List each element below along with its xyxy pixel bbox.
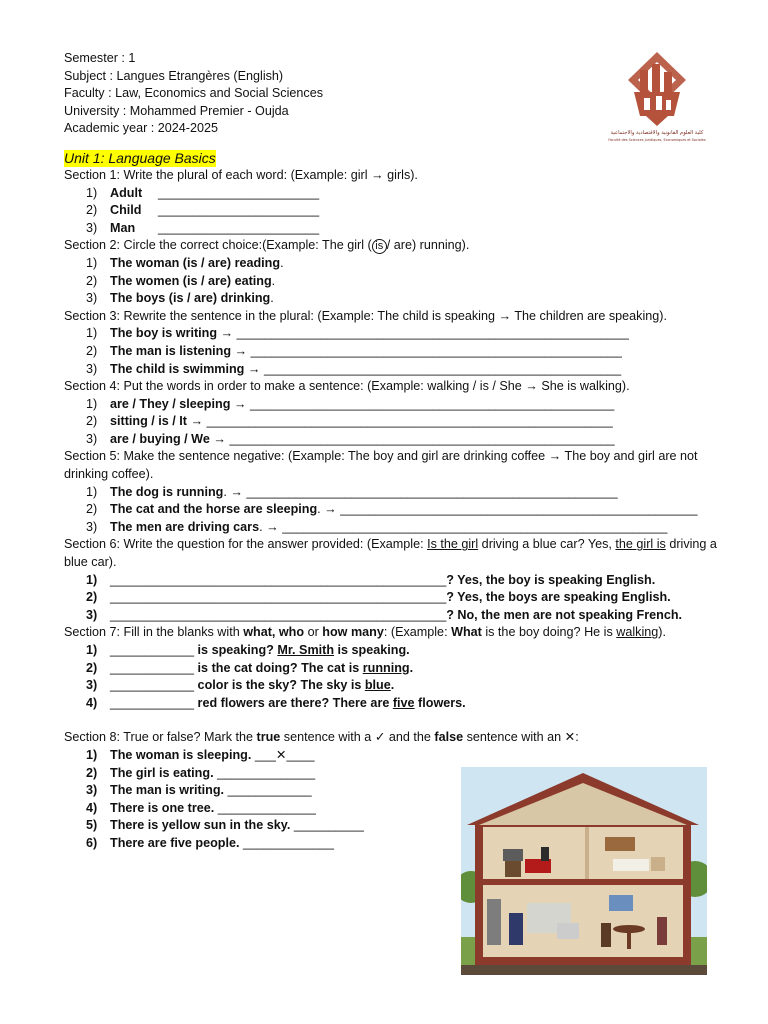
section-2-item (64, 273, 724, 291)
item-arrow: . → (223, 484, 243, 499)
instruction-text: ). (658, 625, 666, 640)
instruction-text: and the (385, 730, 435, 745)
item-text: color is the sky? The sky is (194, 678, 365, 693)
answer-blank[interactable]: __________________________________________________________ (206, 414, 613, 429)
section-3-item (64, 325, 724, 343)
underlined-answer: running (362, 660, 410, 675)
keyword: true (256, 730, 281, 745)
section-8-item (64, 747, 724, 765)
item-number: 2) (86, 765, 98, 780)
answer-blank[interactable]: ____________ (110, 643, 195, 657)
section-4-item (64, 413, 724, 431)
item-number: 3) (86, 220, 98, 235)
section-2-item (64, 255, 724, 273)
item-number: 3) (86, 783, 98, 798)
underlined-example: walking (616, 625, 659, 640)
instruction-text: Section 2: Circle the correct choice:(Example: The girl ( (64, 238, 372, 253)
answer-blank[interactable]: ____________ (110, 678, 195, 693)
answer-blank[interactable]: ____________________________________________________ (249, 396, 615, 411)
item-number: 1) (86, 643, 98, 657)
answer-blank[interactable]: ____________ (110, 695, 195, 710)
house-illustration (461, 767, 707, 975)
item-words: are / buying / We → (110, 431, 226, 446)
section-7-item (64, 642, 724, 660)
item-text: . (390, 678, 395, 693)
section-7-item (64, 695, 724, 713)
academic-year-line: Academic year : 2024-2025 (64, 121, 219, 136)
item-number: 1) (86, 185, 98, 200)
answer-blank[interactable]: _____________ (243, 835, 335, 850)
keyword: What (451, 625, 482, 640)
subject-line: Subject : Langues Etrangères (English) (64, 68, 284, 83)
section-1-item (64, 185, 724, 203)
instruction-text: / are) running). (386, 238, 470, 253)
semester-line: Semester : 1 (64, 51, 136, 65)
header-block (64, 50, 724, 138)
item-number: 3) (86, 431, 98, 446)
section-4-item (64, 396, 724, 414)
answer-blank[interactable]: ________________________________________________ (110, 572, 447, 587)
item-number: 2) (86, 273, 98, 288)
item-number: 2) (86, 414, 98, 429)
answer-blank[interactable]: _______________________ (158, 185, 320, 200)
answer-blank[interactable]: ________________________________________________ (110, 607, 447, 622)
section-6-instruction (64, 536, 724, 571)
section-1-instruction: Section 1: Write the plural of each word: (Example: girl → girls). (64, 167, 418, 182)
worksheet (64, 50, 724, 853)
item-word: Man (110, 220, 136, 235)
item-sentence: The woman is sleeping. (110, 747, 252, 762)
item-sentence: There is one tree. (110, 800, 215, 815)
section-6-item (64, 589, 724, 607)
instruction-text: : (575, 730, 579, 745)
item-sentence: The boy is writing → (110, 326, 234, 341)
item-number: 3) (86, 678, 98, 693)
item-number: 1) (86, 326, 98, 341)
answer-blank[interactable]: _____________________________________________________ (246, 484, 618, 499)
answer-blank[interactable]: ______________ (217, 765, 316, 780)
section-3-item (64, 343, 724, 361)
item-sentence: There are five people. (110, 835, 240, 850)
item-text: . (409, 660, 414, 675)
answer-blank[interactable]: _______________________ (158, 203, 320, 218)
keyword: false (434, 730, 464, 745)
item-period: . (270, 291, 274, 306)
instruction-text: is the boy doing? He is (481, 625, 617, 640)
answer-blank[interactable]: ___✕____ (254, 747, 315, 762)
item-words: are / They / sleeping → (110, 396, 247, 411)
keyword: what, who (243, 625, 305, 640)
underlined-example: Is the girl (427, 537, 479, 552)
section-6-item (64, 572, 724, 590)
item-period: . (271, 273, 276, 288)
underlined-answer: blue (364, 678, 391, 693)
item-number: 3) (86, 519, 98, 534)
item-number: 3) (86, 291, 98, 306)
answer-blank[interactable]: ___________________________________________________ (263, 361, 622, 376)
item-sentence: The child is swimming → (110, 361, 261, 376)
university-line: University : Mohammed Premier - Oujda (64, 103, 289, 118)
item-sentence: The girl is eating. (110, 765, 214, 780)
section-2-instruction (64, 237, 724, 255)
section-3-item (64, 361, 724, 379)
section-5-item (64, 484, 724, 502)
spacer (64, 712, 724, 729)
item-number: 5) (86, 818, 98, 833)
item-words: sitting / is / It → (110, 414, 204, 429)
item-sentence: The man is listening → (110, 343, 248, 358)
answer-blank[interactable]: __________ (293, 818, 364, 833)
item-number: 1) (86, 484, 98, 499)
section-6-item (64, 607, 724, 625)
answer-blank[interactable]: ________________________________________________________ (236, 326, 629, 341)
item-text: flowers. (414, 695, 466, 710)
logo-caption-fr: Faculté des Sciences Juridiques, Economiques et Sociales (608, 138, 706, 142)
faculty-line: Faculty : Law, Economics and Social Sciences (64, 86, 323, 101)
check-icon: ✓ (374, 730, 386, 745)
item-sentence[interactable]: The boys (is / are) drinking (110, 291, 271, 306)
instruction-text: sentence with an (463, 730, 565, 745)
section-3-instruction: Section 3: Rewrite the sentence in the plural: (Example: The child is speaking → The children are speaking). (64, 308, 667, 323)
item-sentence[interactable]: The woman (is / are) reading (110, 255, 281, 270)
answer-blank[interactable]: _______________________________________________________ (229, 431, 615, 446)
item-number: 2) (86, 203, 98, 218)
instruction-text: Section 7: Fill in the blanks with (64, 625, 244, 640)
item-text: is the cat doing? The cat is (194, 660, 363, 675)
instruction-text: driving a blue car? Yes, (478, 537, 616, 552)
unit-title: Unit 1: Language Basics (64, 149, 216, 166)
section-1-item (64, 202, 724, 220)
item-text: red flowers are there? There are (194, 695, 393, 710)
item-sentence: The men are driving cars (110, 519, 260, 534)
section-2-item (64, 290, 724, 308)
item-sentence: The man is writing. (110, 783, 225, 798)
section-7-instruction (64, 624, 724, 642)
item-number: 3) (86, 607, 98, 622)
item-text: is speaking? (194, 643, 278, 657)
item-number: 1) (86, 396, 98, 411)
item-arrow: . → (317, 502, 337, 517)
answer-blank[interactable]: _______________________________________________________ (282, 519, 668, 534)
section-1-item (64, 220, 724, 238)
item-answer: ? Yes, the boys are speaking English. (446, 590, 671, 605)
item-number: 2) (86, 660, 98, 675)
item-period: . (280, 255, 284, 270)
answer-blank[interactable]: ____________ (110, 660, 195, 675)
section-7-item (64, 660, 724, 678)
item-sentence: There is yellow sun in the sky. (110, 818, 291, 833)
item-number: 1) (86, 255, 98, 270)
section-5-item (64, 519, 724, 537)
item-number: 3) (86, 361, 98, 376)
item-sentence: The dog is running (110, 484, 224, 499)
answer-blank[interactable]: ______________ (217, 800, 316, 815)
item-text: is speaking. (334, 643, 410, 657)
section-8-instruction (64, 729, 724, 747)
answer-blank[interactable]: ________________________________________________ (110, 590, 447, 605)
item-number: 4) (86, 800, 98, 815)
item-answer: ? Yes, the boy is speaking English. (446, 572, 656, 587)
item-number: 4) (86, 695, 98, 710)
item-arrow: . → (259, 519, 279, 534)
instruction-text: Section 6: Write the question for the answer provided: (Example: (64, 537, 428, 552)
item-number: 2) (86, 502, 98, 517)
instruction-text: : (Example: (383, 625, 452, 640)
answer-blank[interactable]: ___________________________________________________ (340, 502, 698, 517)
answer-blank[interactable]: _____________________________________________________ (250, 343, 622, 358)
instruction-text: driving a blue car). (64, 537, 717, 570)
underlined-answer: Mr. Smith (277, 643, 335, 657)
underlined-example: the girl is (615, 537, 666, 552)
item-word: Child (110, 203, 142, 218)
instruction-text: Section 8: True or false? Mark the (64, 730, 257, 745)
answer-blank[interactable]: ____________ (227, 783, 312, 798)
item-number: 6) (86, 835, 98, 850)
section-5-item (64, 501, 724, 519)
item-number: 2) (86, 590, 98, 605)
logo-caption-ar: كلية العلوم القانونية والاقتصادية والاجتماعية (610, 130, 704, 136)
section-4-item (64, 431, 724, 449)
item-number: 2) (86, 343, 98, 358)
underlined-answer: five (392, 695, 415, 710)
answer-blank[interactable]: _______________________ (158, 220, 320, 235)
section-7-item (64, 677, 724, 695)
item-number: 1) (86, 572, 98, 587)
instruction-text: sentence with a (280, 730, 375, 745)
item-sentence: The cat and the horse are sleeping (110, 502, 318, 517)
instruction-text: or (304, 625, 323, 640)
item-number: 1) (86, 747, 98, 762)
circled-example: is (372, 239, 387, 254)
cross-icon: ✕ (564, 730, 576, 745)
keyword: how many (322, 625, 384, 640)
item-word: Adult (110, 185, 143, 200)
section-4-instruction: Section 4: Put the words in order to make a sentence: (Example: walking / is / She → She is walking). (64, 379, 630, 394)
item-sentence[interactable]: The women (is / are) eating (110, 273, 272, 288)
item-answer: ? No, the men are not speaking French. (446, 607, 683, 622)
section-5-instruction: Section 5: Make the sentence negative: (Example: The boy and girl are drinking coffee → The boy and girl are not drinking coffee). (64, 449, 698, 482)
